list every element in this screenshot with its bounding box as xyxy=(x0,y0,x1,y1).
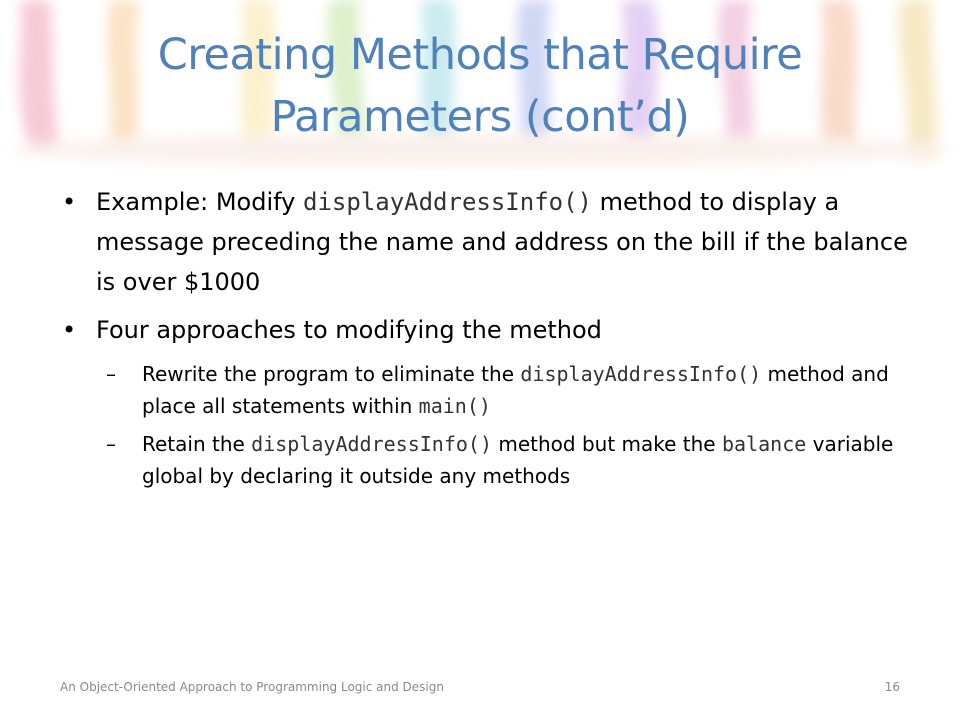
bullet-glyph: • xyxy=(62,316,77,344)
bullet-example-text-1: Example: Modify xyxy=(96,188,303,216)
code-displayaddressinfo: displayAddressInfo() xyxy=(303,188,592,216)
dash-glyph: – xyxy=(106,432,116,456)
sub-retain-text-1: Retain the xyxy=(142,432,252,456)
title-line-2: Parameters (cont’d) xyxy=(270,92,690,142)
bullet-example xyxy=(62,182,912,302)
code-main: main() xyxy=(418,394,491,418)
bullet-glyph: • xyxy=(62,188,77,216)
sub-retain-text-2: method but make the xyxy=(492,432,722,456)
title-line-1: Creating Methods that Require xyxy=(157,30,803,80)
sub-rewrite-text-1: Rewrite the program to eliminate the xyxy=(142,362,521,386)
bullet-example-text-2: method to display a message preceding the name and address on the bill if the balance is over $1000 xyxy=(96,188,908,296)
sub-rewrite-text-2: method and place all statements within xyxy=(142,362,889,418)
bullet-four-approaches-text: Four approaches to modifying the method xyxy=(96,316,602,344)
code-displayaddressinfo: displayAddressInfo() xyxy=(520,362,762,386)
bullet-four-approaches xyxy=(62,310,912,350)
sub-retain-text-3: variable global by declaring it outside any methods xyxy=(142,432,894,488)
footer-source: An Object-Oriented Approach to Programming Logic and Design xyxy=(60,680,444,694)
slide-title xyxy=(60,24,900,148)
code-balance: balance xyxy=(721,432,807,456)
code-displayaddressinfo: displayAddressInfo() xyxy=(251,432,492,456)
sub-bullet-retain xyxy=(62,428,912,492)
slide-body xyxy=(62,182,912,498)
sub-bullet-rewrite xyxy=(62,358,912,422)
dash-glyph: – xyxy=(106,362,116,386)
page-number: 16 xyxy=(884,680,900,694)
